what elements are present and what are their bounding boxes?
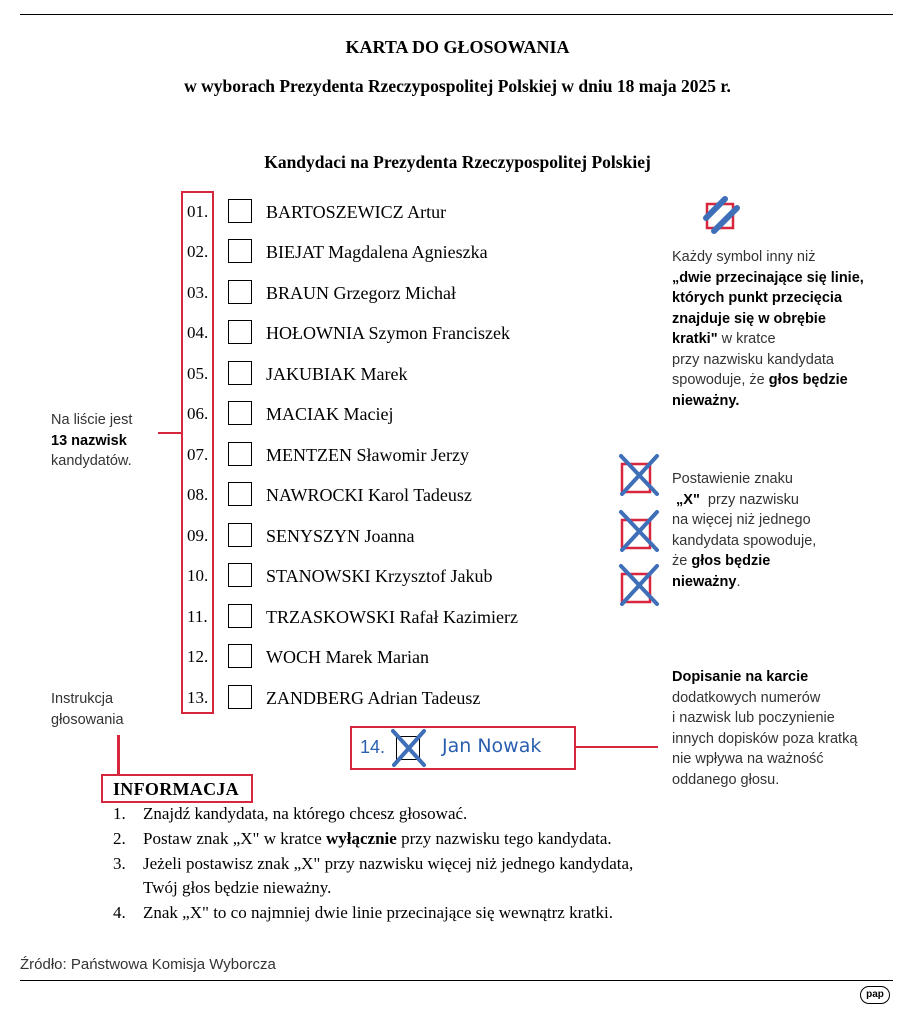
candidate-number: 10. [187, 566, 209, 585]
note-line-bold: głos będzie [691, 553, 771, 569]
writein-x-mark-icon [388, 728, 430, 768]
note-line-bold: „X" [676, 491, 700, 508]
candidate-number: 01. [187, 202, 209, 221]
note-line-bold: których punkt przecięcia [672, 290, 843, 306]
pap-logo: pap [860, 986, 890, 1004]
candidate-checkbox[interactable] [228, 239, 252, 263]
instruction-number: 2. [113, 829, 126, 848]
candidate-row [187, 319, 627, 349]
note-line: głosowania [51, 711, 124, 728]
candidate-number: 03. [187, 283, 209, 302]
instruction-text: Znak „X" to co najmniej dwie linie przecinające się wewnątrz kratki. [143, 903, 613, 922]
note-line-bold: nieważny. [672, 392, 740, 409]
instruction-item [113, 804, 467, 824]
top-rule [20, 14, 893, 15]
note-line: dodatkowych numerów [672, 689, 821, 706]
note-line: że [672, 553, 692, 569]
note-line-bold: „dwie przecinające się linie, [672, 269, 864, 286]
list-note-connector [158, 432, 182, 434]
candidate-row [187, 684, 627, 714]
candidates-heading: Kandydaci na Prezydenta Rzeczypospolitej Polskiej [264, 152, 651, 172]
writein-note [672, 667, 857, 790]
note-line: Postawienie znaku [672, 471, 793, 487]
candidate-checkbox[interactable] [228, 523, 252, 547]
instruction-number: 1. [113, 804, 126, 823]
candidate-row [187, 643, 627, 673]
note-line: oddanego głosu. [672, 771, 780, 788]
candidate-name: TRZASKOWSKI Rafał Kazimierz [266, 607, 518, 627]
list-count-note [51, 410, 132, 472]
note-line-bold: Dopisanie na karcie [672, 669, 809, 685]
instruction-item [113, 829, 612, 849]
candidate-row [187, 279, 627, 309]
note-line: i nazwisk lub poczynienie [672, 710, 835, 726]
note-line: w kratce [717, 331, 776, 347]
candidate-name: MENTZEN Sławomir Jerzy [266, 445, 469, 465]
note-line: nie wpływa na ważność [672, 751, 824, 767]
candidate-name: STANOWSKI Krzysztof Jakub [266, 566, 493, 586]
candidate-name: BRAUN Grzegorz Michał [266, 283, 456, 303]
candidate-number: 05. [187, 364, 209, 383]
instruction-item [113, 903, 613, 923]
information-heading [101, 774, 253, 803]
candidate-name: WOCH Marek Marian [266, 647, 429, 667]
instructions-note [51, 689, 124, 730]
note-line: innych dopisków poza kratką [672, 730, 858, 747]
instruction-text: Znajdź kandydata, na którego chcesz głosować. [143, 804, 468, 823]
candidate-row [187, 522, 627, 552]
candidate-checkbox[interactable] [228, 563, 252, 587]
candidate-checkbox[interactable] [228, 199, 252, 223]
note-line-bold: 13 nazwisk [51, 432, 127, 449]
candidate-row [187, 198, 627, 228]
instruction-text: przy nazwisku tego kandydata. [396, 829, 612, 848]
information-title: INFORMACJA [113, 779, 239, 799]
candidate-checkbox[interactable] [228, 280, 252, 304]
candidate-row [187, 400, 627, 430]
candidate-row [187, 441, 627, 471]
candidate-row [187, 603, 627, 633]
instruction-text: Twój głos będzie nieważny. [143, 878, 332, 897]
note-line-bold: głos będzie [768, 372, 848, 388]
instructions-connector [117, 735, 120, 775]
candidate-number: 09. [187, 526, 209, 545]
candidate-name: JAKUBIAK Marek [266, 364, 408, 384]
candidate-number: 04. [187, 323, 209, 342]
instruction-item-continuation [113, 878, 331, 898]
multiple-x-note [672, 469, 816, 592]
candidate-name: MACIAK Maciej [266, 404, 394, 424]
candidate-number: 12. [187, 647, 209, 666]
writein-name: Jan Nowak [442, 735, 542, 757]
candidate-checkbox[interactable] [228, 482, 252, 506]
symbol-note [672, 247, 864, 411]
ballot-subtitle: w wyborach Prezydenta Rzeczypospolitej Polskiej w dniu 18 maja 2025 r. [184, 76, 731, 96]
instruction-number: 3. [113, 854, 126, 873]
note-line: przy nazwisku [699, 491, 799, 508]
ballot-title: KARTA DO GŁOSOWANIA [345, 37, 570, 57]
instruction-emphasis: wyłącznie [326, 829, 397, 848]
note-line: . [736, 573, 741, 590]
candidate-number: 07. [187, 445, 209, 464]
candidate-name: ZANDBERG Adrian Tadeusz [266, 688, 481, 708]
invalid-symbol-icon [700, 196, 744, 236]
instruction-text: Postaw znak „X" w kratce [143, 829, 327, 848]
source-credit: Źródło: Państwowa Komisja Wyborcza [20, 956, 276, 973]
candidate-row [187, 360, 627, 390]
candidate-number: 13. [187, 688, 209, 707]
note-line-bold: znajduje się w obrębie [672, 310, 826, 327]
multiple-x-marks-icon [617, 452, 663, 608]
candidate-number: 02. [187, 242, 209, 261]
candidate-row [187, 238, 627, 268]
candidate-row [187, 562, 627, 592]
writein-connector [576, 746, 658, 748]
note-line: Instrukcja [51, 691, 114, 707]
candidate-checkbox[interactable] [228, 442, 252, 466]
candidate-row [187, 481, 627, 511]
candidate-checkbox[interactable] [228, 320, 252, 344]
writein-example [350, 726, 576, 770]
candidate-number: 11. [187, 607, 208, 626]
note-line-bold: nieważny [672, 573, 737, 590]
candidate-name: NAWROCKI Karol Tadeusz [266, 485, 472, 505]
note-line: spowoduje, że [672, 372, 769, 388]
bottom-rule [20, 980, 893, 981]
candidate-checkbox[interactable] [228, 644, 252, 668]
note-line-bold: kratki" [672, 331, 718, 347]
writein-number: 14. [360, 737, 386, 757]
candidate-number: 08. [187, 485, 209, 504]
note-line: kandydatów. [51, 453, 132, 469]
candidate-name: BIEJAT Magdalena Agnieszka [266, 242, 488, 262]
candidate-name: BARTOSZEWICZ Artur [266, 202, 447, 222]
instruction-item [113, 854, 633, 874]
candidate-name: SENYSZYN Joanna [266, 526, 415, 546]
instruction-text: Jeżeli postawisz znak „X" przy nazwisku więcej niż jednego kandydata, [143, 854, 634, 873]
note-line: Każdy symbol inny niż [672, 249, 816, 265]
candidate-name: HOŁOWNIA Szymon Franciszek [266, 323, 510, 343]
candidate-number: 06. [187, 404, 209, 423]
candidate-checkbox[interactable] [228, 361, 252, 385]
note-line: przy nazwisku kandydata [672, 351, 834, 368]
note-line: na więcej niż jednego [672, 512, 811, 528]
candidate-checkbox[interactable] [228, 401, 252, 425]
instruction-number: 4. [113, 903, 126, 922]
candidate-checkbox[interactable] [228, 685, 252, 709]
candidate-checkbox[interactable] [228, 604, 252, 628]
note-line: Na liście jest [51, 412, 133, 428]
note-line: kandydata spowoduje, [672, 532, 817, 549]
